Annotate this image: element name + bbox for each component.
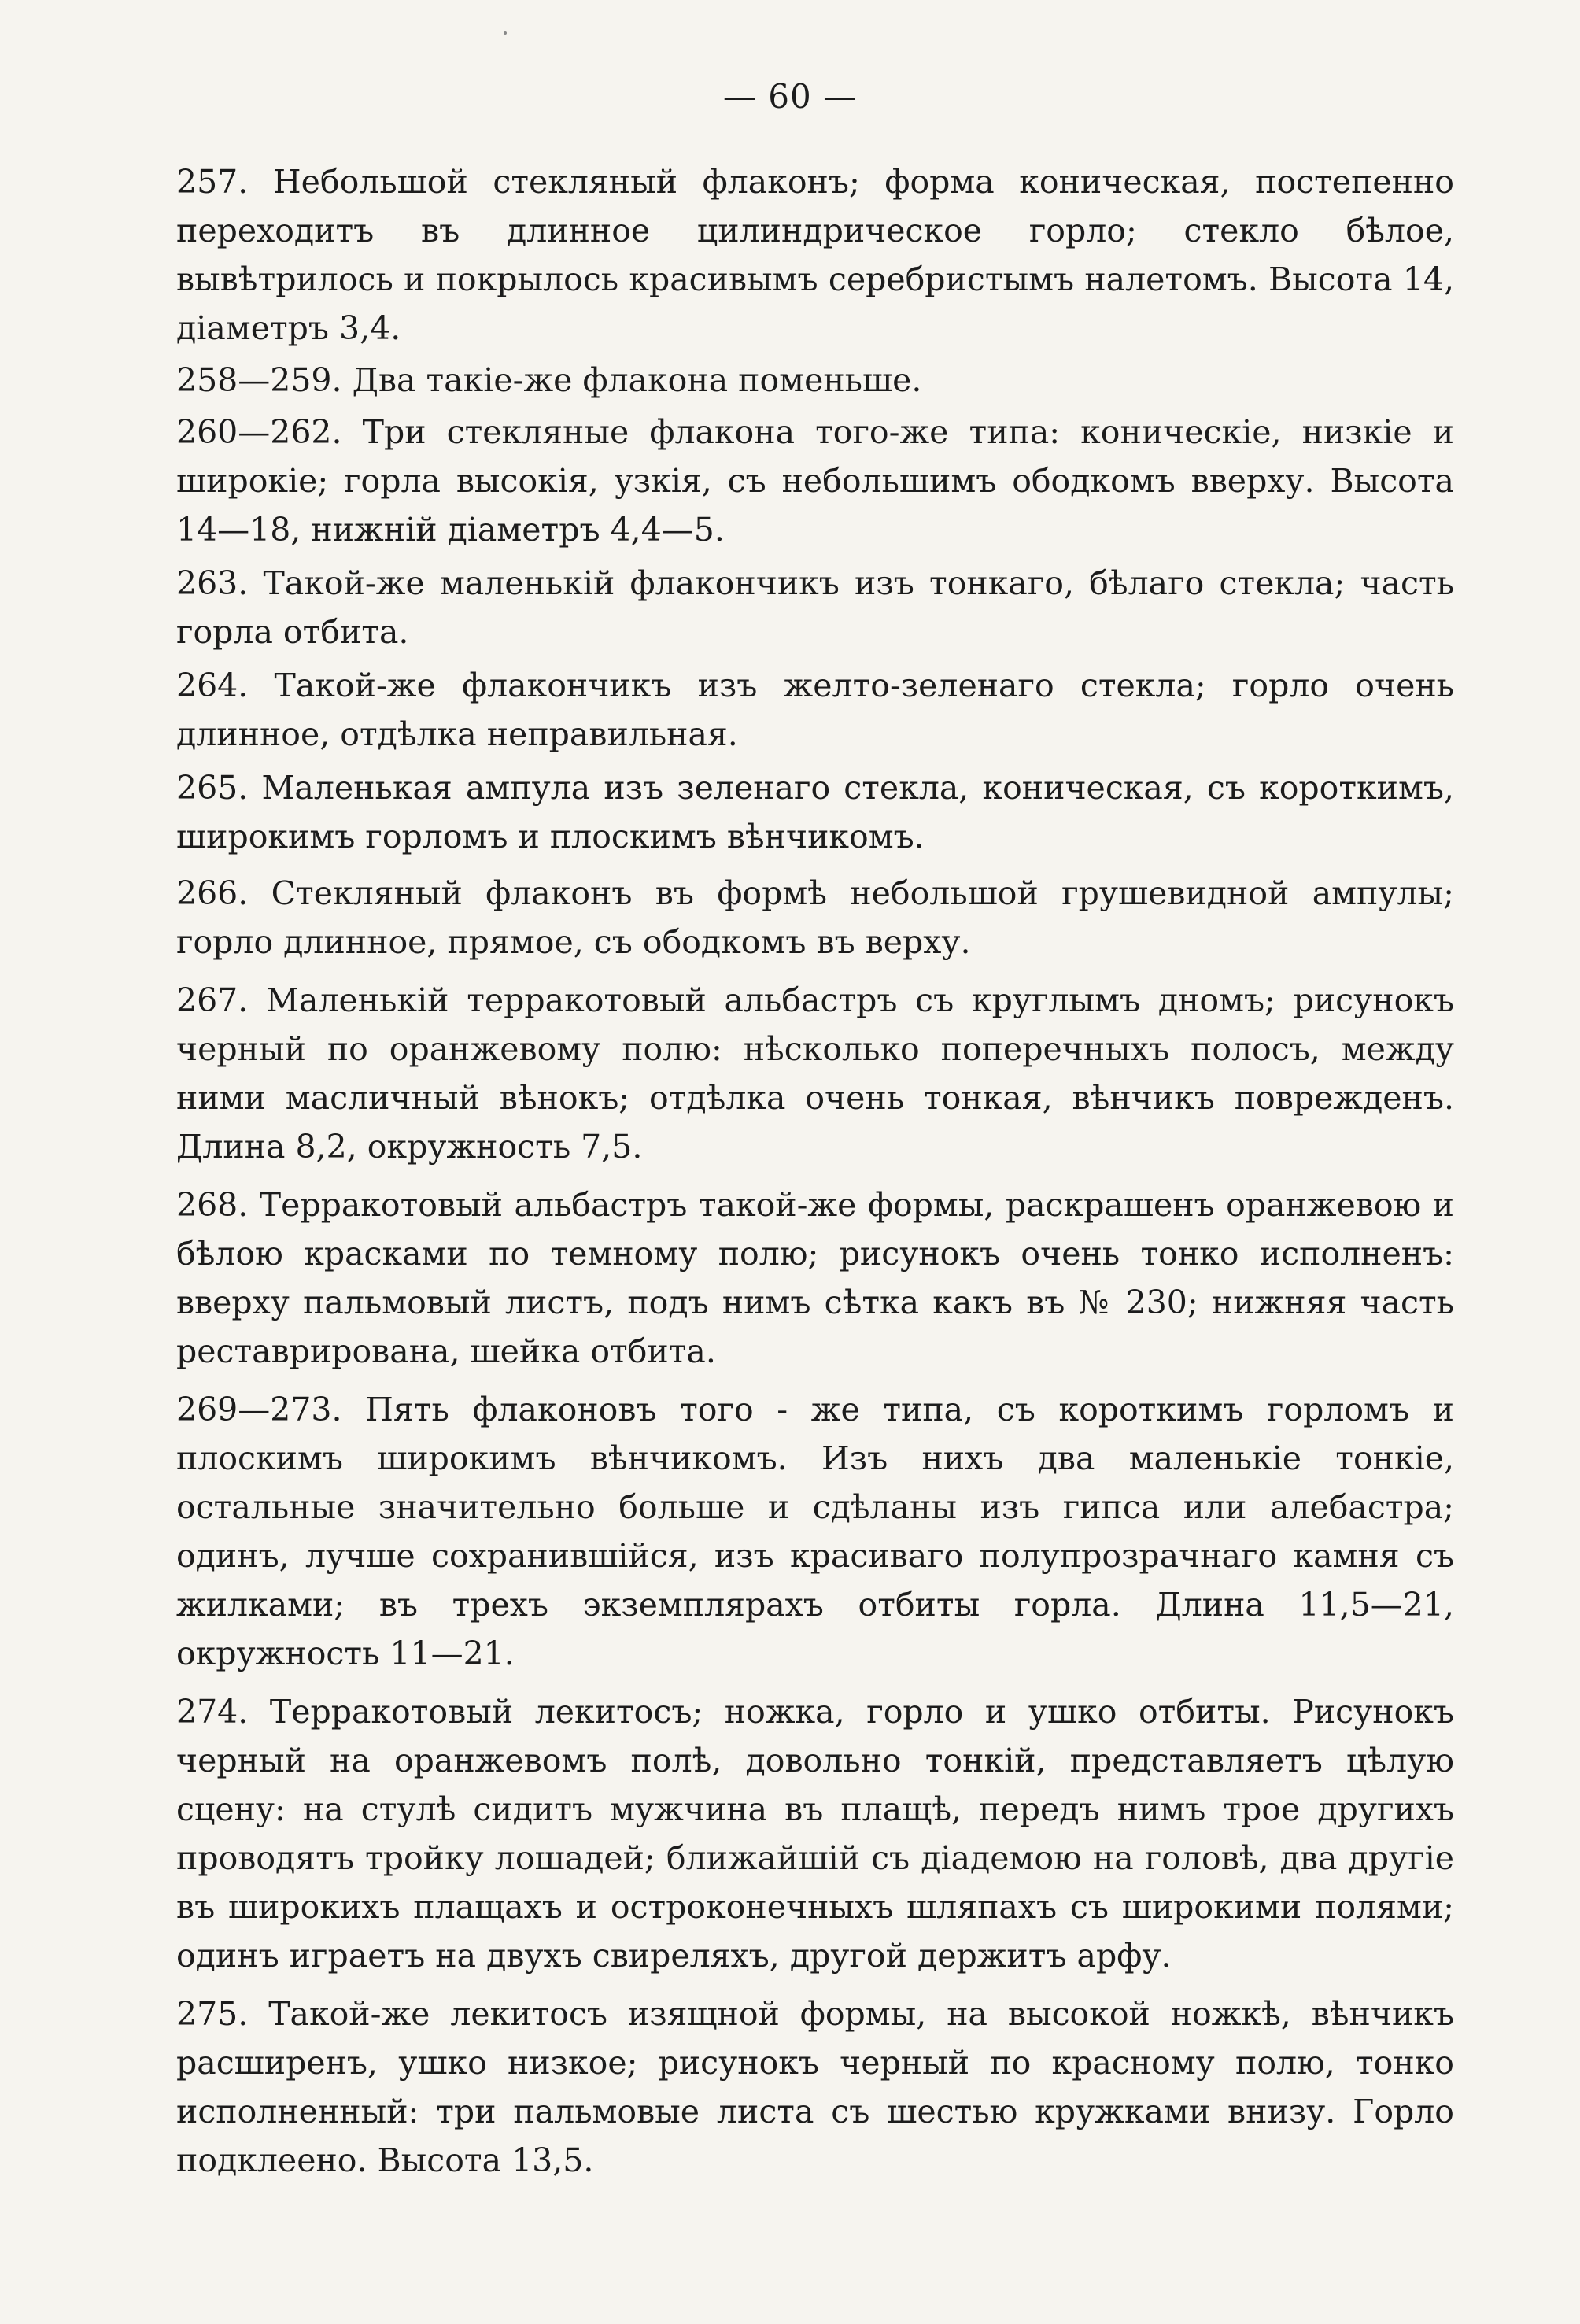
entry-text: Терракотовый лекитосъ; ножка, горло и ушко отбиты. Рисунокъ черный на оранжевомъ полѣ, довольно тонкій, представляетъ цѣлую сцену: на стулѣ сидитъ мужчина въ плащѣ, передъ нимъ трое другихъ проводятъ тройку лошадей; ближайшій съ діадемою на головѣ, два другіе въ широкихъ плащахъ и остроконечныхъ шляпахъ съ широкими полями; одинъ играетъ на двухъ свиреляхъ, другой держитъ арфу. (176, 1693, 1454, 1975)
entry-number: 260—262. (176, 413, 342, 451)
catalog-entry (176, 869, 1454, 966)
entry-text: Два такіе-же флакона поменьше. (352, 361, 922, 399)
entry-number: 267. (176, 981, 249, 1019)
scan-mark (504, 31, 507, 35)
catalog-entry (176, 157, 1454, 353)
catalog-entry (176, 763, 1454, 861)
entry-text: Небольшой стекляный флаконъ; форма коническая, постепенно переходитъ въ длинное цилиндрическое горло; стекло бѣлое, вывѣтрилось и покрылось красивымъ серебристымъ налетомъ. Высота 14, діаметръ 3,4. (176, 163, 1454, 347)
entry-text: Пять флаконовъ того - же типа, съ короткимъ горломъ и плоскимъ широкимъ вѣнчикомъ. Изъ нихъ два маленькіе тонкіе, остальные значительно больше и сдѣланы изъ гипса или алебастра; одинъ, лучше сохранившійся, изъ красиваго полупрозрачнаго камня съ жилками; въ трехъ экземплярахъ отбиты горла. Длина 11,5—21, окружность 11—21. (176, 1391, 1454, 1672)
catalog-entries (176, 157, 1454, 2185)
entry-number: 266. (176, 874, 249, 912)
entry-number: 269—273. (176, 1391, 342, 1428)
entry-text: Три стекляные флакона того-же типа: коническіе, низкіе и широкіе; горла высокія, узкія, съ небольшимъ ободкомъ вверху. Высота 14—18, нижній діаметръ 4,4—5. (176, 413, 1454, 549)
entry-number: 258—259. (176, 361, 342, 399)
entry-text: Стекляный флаконъ въ формѣ небольшой грушевидной ампулы; горло длинное, прямое, съ ободкомъ въ верху. (176, 874, 1454, 961)
entry-text: Такой-же флакончикъ изъ желто-зеленаго стекла; горло очень длинное, отдѣлка неправильная. (176, 667, 1454, 753)
entry-text: Маленькая ампула изъ зеленаго стекла, коническая, съ короткимъ, широкимъ горломъ и плоскимъ вѣнчикомъ. (176, 769, 1454, 855)
entry-text: Такой-же маленькій флакончикъ изъ тонкаго, бѣлаго стекла; часть горла отбита. (176, 564, 1454, 651)
catalog-entry (176, 661, 1454, 759)
catalog-entry (176, 408, 1454, 554)
entry-number: 257. (176, 163, 249, 201)
catalog-entry (176, 559, 1454, 656)
catalog-entry (176, 1687, 1454, 1980)
entry-number: 263. (176, 564, 249, 602)
catalog-entry (176, 976, 1454, 1171)
entry-number: 265. (176, 769, 249, 807)
catalog-entry (176, 1385, 1454, 1678)
catalog-entry (176, 356, 1454, 405)
entry-text: Маленькій терракотовый альбастръ съ круглымъ дномъ; рисунокъ черный по оранжевому полю: нѣсколько поперечныхъ полосъ, между ними масличный вѣнокъ; отдѣлка очень тонкая, вѣнчикъ поврежденъ. Длина 8,2, окружность 7,5. (176, 981, 1454, 1166)
entry-number: 274. (176, 1693, 249, 1731)
entry-number: 264. (176, 667, 249, 704)
catalog-entry (176, 1990, 1454, 2185)
entry-text: Терракотовый альбастръ такой-же формы, раскрашенъ оранжевою и бѣлою красками по темному полю; рисунокъ очень тонко исполненъ: вверху пальмовый листъ, подъ нимъ сѣтка какъ въ № 230; нижняя часть реставрирована, шейка отбита. (176, 1186, 1454, 1370)
catalog-entry (176, 1180, 1454, 1376)
entry-number: 268. (176, 1186, 249, 1224)
entry-text: Такой-же лекитосъ изящной формы, на высокой ножкѣ, вѣнчикъ расширенъ, ушко низкое; рисунокъ черный по красному полю, тонко исполненный: три пальмовые листа съ шестью кружками внизу. Горло подклеено. Высота 13,5. (176, 1995, 1454, 2179)
page-number: — 60 — (722, 77, 858, 116)
entry-number: 275. (176, 1995, 249, 2033)
